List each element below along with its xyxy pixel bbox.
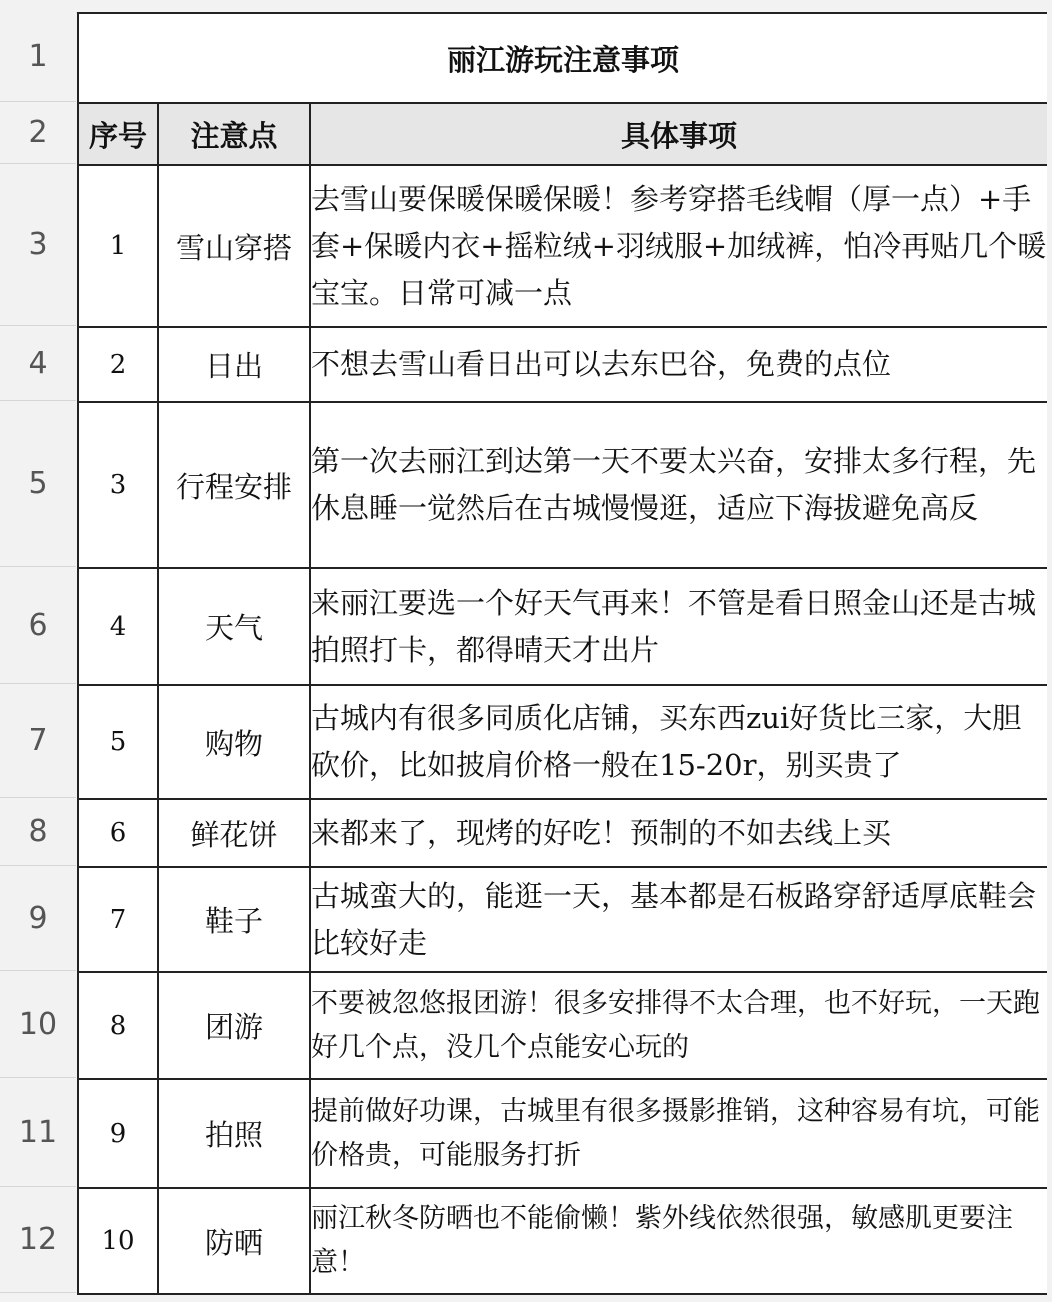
cell-detail[interactable]: 不要被忽悠报团游！很多安排得不太合理，也不好玩，一天跑好几个点，没几个点能安心玩的 [310,972,1048,1079]
row-header-7[interactable]: 7 [0,684,76,798]
cell-point[interactable]: 购物 [158,685,310,799]
cell-point[interactable]: 拍照 [158,1079,310,1188]
cell-detail[interactable]: 不想去雪山看日出可以去东巴谷，免费的点位 [310,327,1048,402]
cell-index[interactable]: 1 [78,165,158,327]
cell-index[interactable]: 3 [78,402,158,568]
cell-point[interactable]: 防晒 [158,1188,310,1294]
table-row [78,568,1048,685]
row-header-5[interactable]: 5 [0,401,76,567]
cell-point[interactable]: 行程安排 [158,402,310,568]
cell-detail[interactable]: 古城蛮大的，能逛一天，基本都是石板路穿舒适厚底鞋会比较好走 [310,867,1048,972]
cell-index[interactable]: 2 [78,327,158,402]
title-row [78,13,1048,103]
table-row [78,402,1048,568]
cell-point[interactable]: 日出 [158,327,310,402]
table-row [78,799,1048,867]
cell-detail[interactable]: 第一次去丽江到达第一天不要太兴奋，安排太多行程，先休息睡一觉然后在古城慢慢逛，适应下海拔避免高反 [310,402,1048,568]
cell-index[interactable]: 4 [78,568,158,685]
header-point[interactable]: 注意点 [158,103,310,165]
row-header-10[interactable]: 10 [0,971,76,1078]
row-header-3[interactable]: 3 [0,164,76,326]
table-title[interactable]: 丽江游玩注意事项 [78,13,1048,103]
table-row [78,867,1048,972]
header-row [78,103,1048,165]
table-row [78,1079,1048,1188]
cell-index[interactable]: 7 [78,867,158,972]
cell-detail[interactable]: 丽江秋冬防晒也不能偷懒！紫外线依然很强，敏感肌更要注意！ [310,1188,1048,1294]
row-header-6[interactable]: 6 [0,567,76,684]
cell-index[interactable]: 9 [78,1079,158,1188]
row-header-8[interactable]: 8 [0,798,76,866]
cell-index[interactable]: 8 [78,972,158,1079]
row-header-9[interactable]: 9 [0,866,76,971]
row-header-12[interactable]: 12 [0,1187,76,1293]
table-row [78,972,1048,1079]
row-header-11[interactable]: 11 [0,1078,76,1187]
row-header-4[interactable]: 4 [0,326,76,401]
cell-index[interactable]: 5 [78,685,158,799]
sheet-right-edge [1047,0,1052,1302]
notes-table [77,12,1049,1295]
table-row [78,1188,1048,1294]
cell-detail[interactable]: 去雪山要保暖保暖保暖！参考穿搭毛线帽（厚一点）+手套+保暖内衣+摇粒绒+羽绒服+加绒裤，怕冷再贴几个暖宝宝。日常可减一点 [310,165,1048,327]
header-index[interactable]: 序号 [78,103,158,165]
cell-point[interactable]: 天气 [158,568,310,685]
row-header-2[interactable]: 2 [0,102,76,164]
cell-point[interactable]: 鲜花饼 [158,799,310,867]
cell-point[interactable]: 团游 [158,972,310,1079]
cell-point[interactable]: 雪山穿搭 [158,165,310,327]
cell-detail[interactable]: 古城内有很多同质化店铺，买东西zui好货比三家，大胆砍价，比如披肩价格一般在15-20r，别买贵了 [310,685,1048,799]
table-row [78,685,1048,799]
header-detail[interactable]: 具体事项 [310,103,1048,165]
cell-detail[interactable]: 来丽江要选一个好天气再来！不管是看日照金山还是古城拍照打卡，都得晴天才出片 [310,568,1048,685]
cell-index[interactable]: 6 [78,799,158,867]
table-row [78,165,1048,327]
table-row [78,327,1048,402]
cell-detail[interactable]: 提前做好功课，古城里有很多摄影推销，这种容易有坑，可能价格贵，可能服务打折 [310,1079,1048,1188]
row-header-1[interactable]: 1 [0,12,76,102]
cell-detail[interactable]: 来都来了，现烤的好吃！预制的不如去线上买 [310,799,1048,867]
cell-index[interactable]: 10 [78,1188,158,1294]
cell-point[interactable]: 鞋子 [158,867,310,972]
